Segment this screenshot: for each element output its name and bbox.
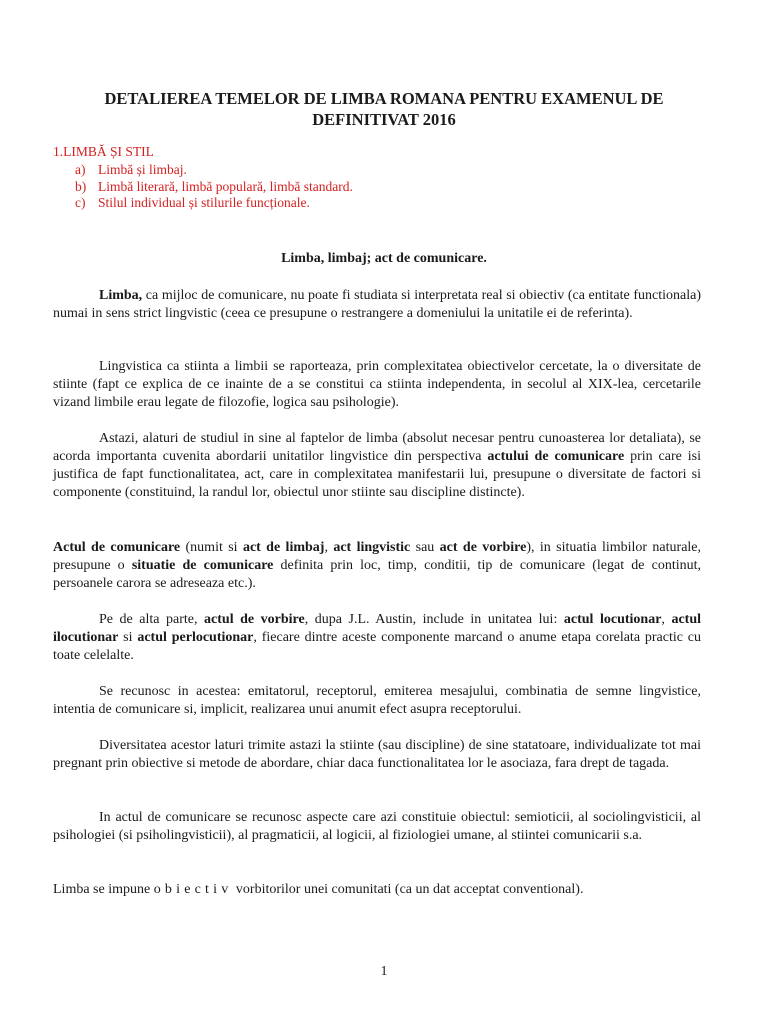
paragraph-text: Diversitatea acestor laturi trimite astazi la stiinte (sau discipline) de sine statatoare, individualizate tot mai pregnant prin obiective si metode de abordare, chiar daca functionalitatea lor le asociaza, fara drept de tagada. <box>53 738 701 771</box>
term-actul-de-vorbire: actul de vorbire <box>204 612 305 627</box>
term-act-lingvistic: act lingvistic <box>333 540 411 555</box>
term-actul-perlocutionar: actul perlocutionar <box>137 630 254 645</box>
paragraph-text: , fiecare dintre aceste componente marcand o anume etapa corelata practic cu toate celelalte. <box>53 630 701 663</box>
paragraph-text: (numit si <box>180 540 243 555</box>
paragraph-1 <box>53 287 701 323</box>
topic-label: Limbă literară, limbă populară, limbă standard. <box>98 178 353 194</box>
term-actul-ilocutionar: actul ilocutionar <box>53 612 702 645</box>
page-number: 1 <box>380 964 388 979</box>
paragraph-4 <box>53 539 701 593</box>
section-label: 1.LIMBĂ ȘI STIL <box>53 144 154 159</box>
paragraph-2 <box>53 358 701 412</box>
topic-key: c) <box>75 195 86 210</box>
topic-label: Stilul individual și stilurile funcționale. <box>98 195 310 210</box>
topic-key: a) <box>75 162 86 177</box>
term-actul-de-comunicare: actului de comunicare <box>487 449 625 464</box>
paragraph-text: , dupa J.L. Austin, include in unitatea lui: <box>304 612 564 627</box>
paragraph-text: , <box>324 540 334 555</box>
paragraph-9 <box>53 881 701 899</box>
topic-list <box>75 162 353 212</box>
title-line-1: DETALIEREA TEMELOR DE LIMBA ROMANA PENTRU EXAMENUL DE <box>104 89 664 108</box>
paragraph-text: sau <box>410 540 440 555</box>
paragraph-text: definita prin loc, timp, conditii, tip de comunicare (legat de continut, persoanele carora se adreseaza etc.). <box>53 558 701 591</box>
paragraph-text: Limba se impune <box>53 882 154 897</box>
paragraph-text: Lingvistica ca stiinta a limbii se raporteaza, prin complexitatea obiectivelor cercetate, la o diversitate de stiinte (fapt ce explica de ce inainte de a se constitui ca stiinta independenta, in secolul al XIX-lea, cercetarile vizand limbile erau legate de filozofie, logica sau psihologie). <box>53 359 701 410</box>
document-title <box>60 88 708 130</box>
paragraph-text: Se recunosc in acestea: emitatorul, receptorul, emiterea mesajului, combinatia de semne lingvistice, intentia de comunicare si, implicit, realizarea unui anumit efect asupra receptorului. <box>53 684 701 717</box>
paragraph-text: vorbitorilor unei comunitati (ca un dat acceptat conventional). <box>232 882 584 897</box>
paragraph-text: Astazi, alaturi de studiul in sine al faptelor de limba (absolut necesar pentru cunoasterea lor detaliata), se acorda importanta cuvenita abordarii unitatilor lingvistice din perspectiva <box>53 431 701 464</box>
title-line-2: DEFINITIVAT 2016 <box>312 110 456 129</box>
topic-label: Limbă și limbaj. <box>98 162 187 177</box>
term-situatie-de-comunicare: situatie de comunicare <box>131 558 274 573</box>
term-act-de-vorbire: act de vorbire <box>439 540 527 555</box>
paragraph-8 <box>53 809 701 845</box>
paragraph-3 <box>53 430 701 502</box>
term-limba: Limba, <box>99 288 143 303</box>
paragraph-6 <box>53 683 701 719</box>
term-act-de-limbaj: act de limbaj <box>242 540 325 555</box>
paragraph-text: ), in situatia limbilor naturale, presupune o <box>53 540 702 573</box>
paragraph-text: , <box>661 612 672 627</box>
section-heading: Limba, limbaj; act de comunicare. <box>281 251 487 266</box>
term-actul-locutionar: actul locutionar <box>563 612 662 627</box>
term-actul-de-comunicare: Actul de comunicare <box>53 540 181 555</box>
paragraph-text: prin care isi justifica de fapt functionalitatea, act, care in complexitatea manifestarii lui, presupune o diversitate de factori si componente (constituind, la randul lor, obiectul unor stiinte sau discipline distincte). <box>53 449 701 500</box>
topic-item <box>75 195 353 212</box>
spaced-word: obiectiv <box>153 882 233 897</box>
paragraph-5 <box>53 611 701 665</box>
topic-item <box>75 162 353 179</box>
topic-key: b) <box>75 178 87 194</box>
paragraph-text: si <box>118 630 138 645</box>
paragraph-text: Pe de alta parte, <box>99 612 205 627</box>
topic-item <box>75 179 353 196</box>
paragraph-7 <box>53 737 701 773</box>
paragraph-text: In actul de comunicare se recunosc aspecte care azi constituie obiectul: semioticii, al sociolingvisticii, al psihologiei (si psiholingvisticii), al pragmaticii, al logicii, al fiziologiei umane, al stiintei comunicarii s.a. <box>53 810 701 843</box>
paragraph-text: ca mijloc de comunicare, nu poate fi studiata si interpretata real si obiectiv (ca entitate functionala) numai in sens strict lingvistic (ceea ce presupune o restrangere a domeniului la unitatile ei de referinta). <box>53 288 701 321</box>
